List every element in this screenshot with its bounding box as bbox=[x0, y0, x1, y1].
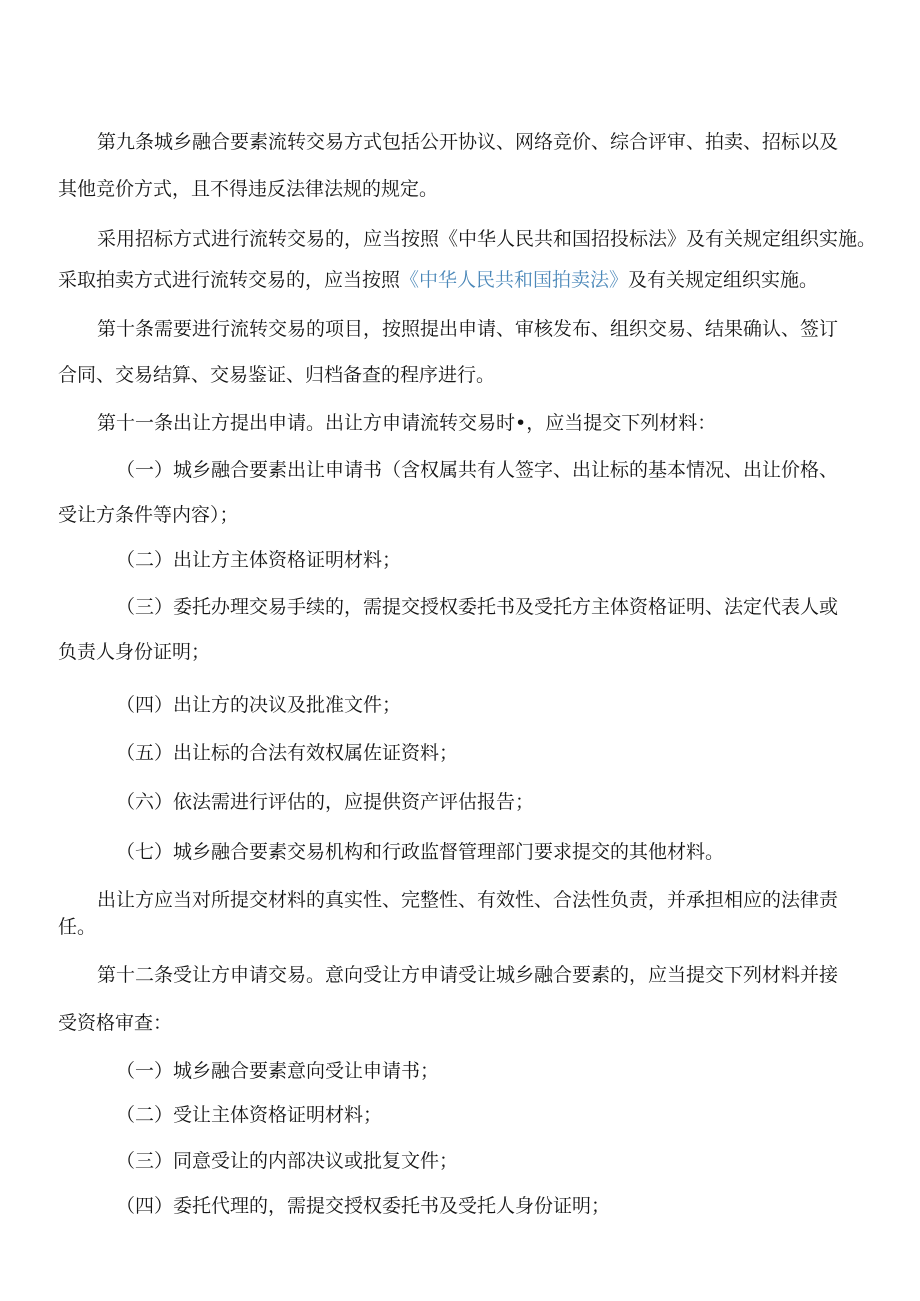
article10-line2: 合同、交易结算、交易鉴证、归档备查的程序进行。 bbox=[58, 364, 496, 386]
article12-item2: （二）受让主体资格证明材料； bbox=[116, 1104, 383, 1126]
article12-item3: （三）同意受让的内部决议或批复文件； bbox=[116, 1150, 459, 1172]
article11-item1-line2: 受让方条件等内容）； bbox=[58, 504, 239, 526]
article12-item4: （四）委托代理的，需提交授权委托书及受托人身份证明； bbox=[116, 1195, 611, 1217]
article9-p2-line1: 采用招标方式进行流转交易的，应当按照《中华人民共和国招投标法》及有关规定组织实施。 bbox=[97, 228, 877, 250]
article11-item7: （七）城乡融合要素交易机构和行政监督管理部门要求提交的其他材料。 bbox=[116, 841, 725, 863]
article11-closing-line2: 任。 bbox=[58, 916, 97, 938]
article11-item2: （二）出让方主体资格证明材料； bbox=[116, 549, 402, 571]
article11-item5: （五）出让标的合法有效权属佐证资料； bbox=[116, 742, 459, 764]
article11-item4: （四）出让方的决议及批准文件； bbox=[116, 694, 402, 716]
article11-item1-line1: （一）城乡融合要素出让申请书（含权属共有人签字、出让标的基本情况、出让价格、 bbox=[116, 459, 839, 481]
article11-item3-line1: （三）委托办理交易手续的，需提交授权委托书及受托方主体资格证明、法定代表人或 bbox=[116, 596, 839, 618]
article9-p1-line2: 其他竞价方式，且不得违反法律法规的规定。 bbox=[58, 178, 439, 200]
article10-line1: 第十条需要进行流转交易的项目，按照提出申请、审核发布、组织交易、结果确认、签订 bbox=[97, 318, 839, 340]
auction-law-link[interactable]: 《中华人民共和国拍卖法》 bbox=[400, 269, 629, 291]
article11-intro: 第十一条出让方提出申请。出让方申请流转交易时•，应当提交下列材料： bbox=[97, 412, 717, 434]
article11-item6: （六）依法需进行评估的，应提供资产评估报告； bbox=[116, 791, 535, 813]
article11-closing-line1: 出让方应当对所提交材料的真实性、完整性、有效性、合法性负责，并承担相应的法律责 bbox=[97, 889, 839, 911]
article12-intro-line1: 第十二条受让方申请交易。意向受让方申请受让城乡融合要素的，应当提交下列材料并接 bbox=[97, 964, 839, 986]
article9-p1-line1: 第九条城乡融合要素流转交易方式包括公开协议、网络竞价、综合评审、拍卖、招标以及 bbox=[97, 131, 839, 153]
article11-item3-line2: 负责人身份证明； bbox=[58, 641, 211, 663]
article9-p2-line2-suffix: 及有关规定组织实施。 bbox=[628, 269, 819, 291]
article12-item1: （一）城乡融合要素意向受让申请书； bbox=[116, 1060, 440, 1082]
article12-intro-line2: 受资格审查： bbox=[58, 1012, 173, 1034]
article9-p2-line2 bbox=[58, 266, 818, 294]
article9-p2-line2-prefix: 采取拍卖方式进行流转交易的，应当按照 bbox=[58, 269, 401, 291]
